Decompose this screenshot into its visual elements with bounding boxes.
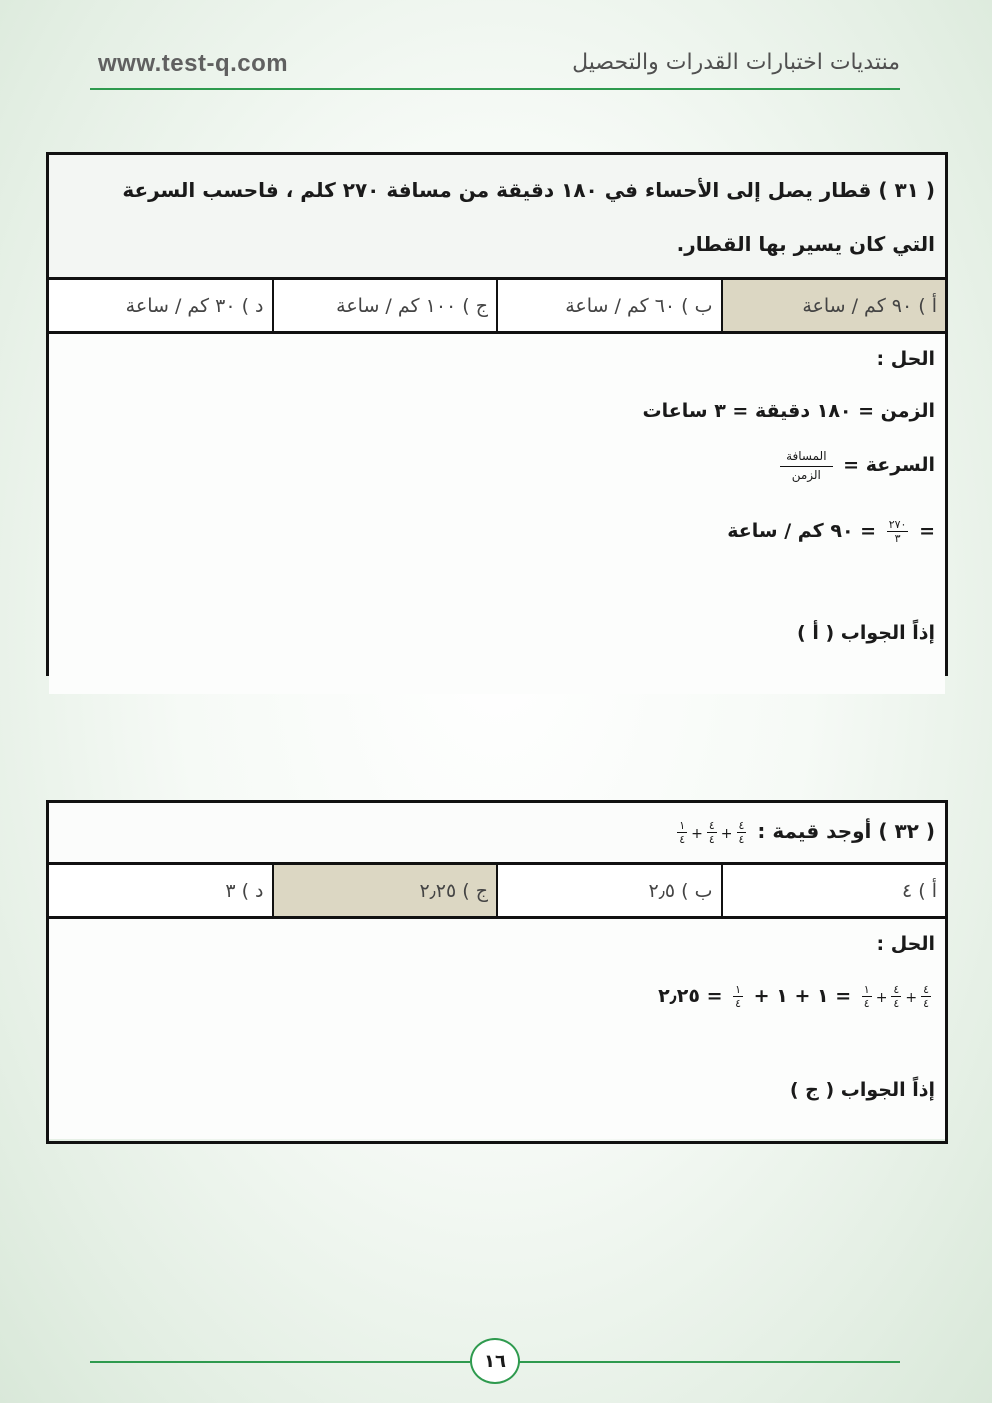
question-31-solution <box>49 334 945 694</box>
expr-fraction-2: $\frac{٤}{٤}$ <box>708 819 715 846</box>
page-number: ١٦ <box>470 1338 520 1384</box>
expr-fraction-1: $\frac{٤}{٤}$ <box>738 819 745 846</box>
footer-divider-left <box>90 1361 470 1363</box>
calc-fraction-1: $\frac{٤}{٤}$ <box>923 983 929 1010</box>
solution-calculation: $\frac{٤}{٤}$ + $\frac{٤}{٤}$ + $\frac{١}{٤}$ = ١ + ١ + $\frac{١}{٤}$ = ٢٫٢٥ <box>658 983 929 1010</box>
calc-result: = ٢٫٢٥ <box>658 985 723 1007</box>
option-a[interactable]: أ ) ٤ <box>721 865 946 916</box>
option-d[interactable]: د ) ٣٠ كم / ساعة <box>49 280 272 331</box>
question-32-solution <box>49 919 945 1139</box>
fraction-denominator: الزمن <box>791 468 821 482</box>
option-d[interactable]: د ) ٣ <box>49 865 272 916</box>
distance-over-time-fraction <box>780 448 832 483</box>
solution-label: الحل : <box>876 348 935 370</box>
option-b[interactable]: ب ) ٦٠ كم / ساعة <box>496 280 721 331</box>
expr-fraction-3: $\frac{١}{٤}$ <box>679 819 686 846</box>
question-31-line-2: التي كان يسير بها القطار. <box>676 232 935 256</box>
question-31-box <box>46 152 948 676</box>
header-title: منتديات اختبارات القدرات والتحصيل <box>572 50 900 75</box>
question-32-prompt: ( ٣٢ ) أوجد قيمة : <box>757 819 935 843</box>
question-32-options <box>49 865 945 919</box>
calc-fraction-3: $\frac{١}{٤}$ <box>863 983 870 1010</box>
site-url: www.test-q.com <box>98 50 289 77</box>
option-c[interactable]: ج ) ٢٫٢٥ <box>272 865 497 916</box>
final-answer: إذاً الجواب ( ج ) <box>789 1079 935 1101</box>
calc-fraction-2: $\frac{٤}{٤}$ <box>893 983 900 1010</box>
solution-step-time: الزمن = ١٨٠ دقيقة = ٣ ساعات <box>642 400 935 422</box>
equals-sign: = <box>919 520 935 542</box>
fraction-numerator: ٢٧٠ <box>888 518 907 531</box>
speed-result: = ٩٠ كم / ساعة <box>727 520 877 542</box>
final-answer: إذاً الجواب ( أ ) <box>797 622 935 644</box>
solution-step-speed-formula <box>776 448 935 483</box>
question-31-options <box>49 280 945 334</box>
calc-fraction-quarter: $\frac{١}{٤}$ <box>735 983 742 1010</box>
calc-middle: = ١ + ١ + <box>753 985 852 1007</box>
header-divider <box>90 88 900 90</box>
option-b[interactable]: ب ) ٢٫٥ <box>496 865 721 916</box>
option-a[interactable]: أ ) ٩٠ كم / ساعة <box>721 280 946 331</box>
solution-step-result <box>727 518 935 545</box>
option-c[interactable]: ج ) ١٠٠ كم / ساعة <box>272 280 497 331</box>
speed-label: السرعة = <box>843 454 935 476</box>
question-32-text: ( ٣٢ ) أوجد قيمة : $\frac{٤}{٤}$ + $\frac{٤}{٤}$ + $\frac{١}{٤}$ <box>49 803 945 865</box>
fraction-denominator: ٣ <box>894 532 901 545</box>
question-31-line-1: ( ٣١ ) قطار يصل إلى الأحساء في ١٨٠ دقيقة من مسافة ٢٧٠ كلم ، فاحسب السرعة <box>122 178 935 202</box>
value-fraction <box>887 518 909 545</box>
question-32-box <box>46 800 948 1144</box>
solution-label: الحل : <box>876 933 935 955</box>
fraction-numerator: المسافة <box>780 448 832 467</box>
question-31-text <box>49 155 945 280</box>
footer-divider-right <box>518 1361 900 1363</box>
